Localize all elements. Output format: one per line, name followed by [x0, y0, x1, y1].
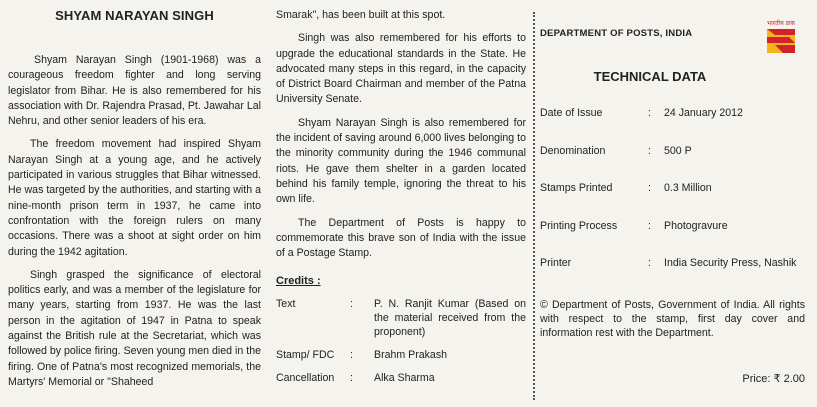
tech-colon: : — [648, 107, 651, 119]
tech-row-stamps-printed — [540, 181, 805, 219]
tech-value: India Security Press, Nashik — [664, 257, 797, 269]
article-paragraph: The freedom movement had inspired Shyam Narayan Singh at a young age, and he actively participated in various struggles that Bihar witnessed. He was targeted by the authorities, and starting with a nine-month prison term in 1937, he came into confrontation with the foreign rulers on many occasions. There was a shoot at sight order on him during the 1942 agitation. — [8, 138, 261, 258]
credit-value: Alka Sharma — [374, 372, 435, 385]
tech-value: 24 January 2012 — [664, 107, 743, 119]
technical-column — [540, 12, 805, 385]
tech-row-printing-process — [540, 219, 805, 257]
credits-heading: Credits : — [276, 275, 321, 288]
tech-key: Printing Process — [540, 219, 618, 232]
article-column-2 — [276, 8, 526, 394]
copyright-notice: © Department of Posts, Government of India. All rights with respect to the stamp, first day cover and information rest with the Department. — [540, 298, 805, 339]
tech-colon: : — [648, 257, 651, 269]
credit-key: Cancellation — [276, 372, 335, 385]
article-column-1 — [8, 8, 261, 398]
tech-key: Stamps Printed — [540, 182, 613, 194]
tech-colon: : — [648, 182, 651, 194]
credit-row — [276, 371, 526, 385]
tech-row-printer — [540, 256, 805, 294]
article-paragraph: Shyam Narayan Singh is also remembered for the incident of saving around 6,000 lives belonging to the minority community during the 1946 communal riots. He gave them shelter in a garden located behind his family temple, ignoring the threat to his own life. — [276, 116, 526, 206]
credit-colon: : — [350, 298, 353, 311]
tech-row-date-of-issue — [540, 106, 805, 144]
article-paragraph: Smarak", has been built at this spot. — [276, 9, 446, 21]
article-paragraph: The Department of Posts is happy to commemorate this brave son of India with the issue of a Postage Stamp. — [276, 216, 526, 260]
price-label: Price: ₹ 2.00 — [742, 373, 805, 385]
technical-data-title: TECHNICAL DATA — [593, 69, 707, 84]
article-title: SHYAM NARAYAN SINGH — [55, 8, 214, 23]
tech-value: Photogravure — [664, 219, 728, 232]
credit-key: Text — [276, 298, 296, 311]
department-heading: DEPARTMENT OF POSTS, INDIA — [540, 28, 693, 39]
credit-colon: : — [350, 349, 353, 362]
tech-key: Denomination — [540, 144, 606, 157]
fold-divider — [533, 12, 535, 400]
credit-key: Stamp/ FDC — [276, 349, 335, 362]
india-post-logo-icon — [761, 16, 801, 56]
article-paragraph: Singh was also remembered for his efforts to upgrade the educational standards in the State. He advocated many steps in this regard, in the capacity of District Board Chairman and member of the Patna University Senate. — [276, 32, 526, 106]
article-paragraph: Singh grasped the significance of electoral politics early, and was a member of the legislature for many years, starting from 1937. He was the last person in the agitation of 1947 in Patna to speak against the British rule at the Secretariat, which was followed by police firing. Seven young men died in the firing. One of Patna's most recognized memorials, the Martyrs' Memorial or "Shaheed — [8, 268, 261, 388]
tech-key: Date of Issue — [540, 107, 603, 119]
logo-text: भारतीय डाक — [767, 20, 795, 27]
credit-row — [276, 348, 526, 362]
tech-colon: : — [648, 219, 651, 232]
tech-colon: : — [648, 144, 651, 157]
tech-key: Printer — [540, 257, 572, 269]
tech-value: 0.3 Million — [664, 182, 712, 194]
credit-value: Brahm Prakash — [374, 349, 448, 362]
article-paragraph: Shyam Narayan Singh (1901-1968) was a courageous freedom fighter and long serving legislator from Bihar. He is also remembered for his association with Dr. Rajendra Prasad, Pt. Jawahar Lal Nehru, and other senior leaders of his era. — [8, 54, 261, 128]
credit-value: P. N. Ranjit Kumar (Based on the material received from the proponent) — [374, 298, 526, 339]
credit-colon: : — [350, 372, 353, 385]
tech-row-denomination — [540, 144, 805, 182]
credit-row — [276, 297, 526, 339]
tech-value: 500 P — [664, 144, 692, 157]
